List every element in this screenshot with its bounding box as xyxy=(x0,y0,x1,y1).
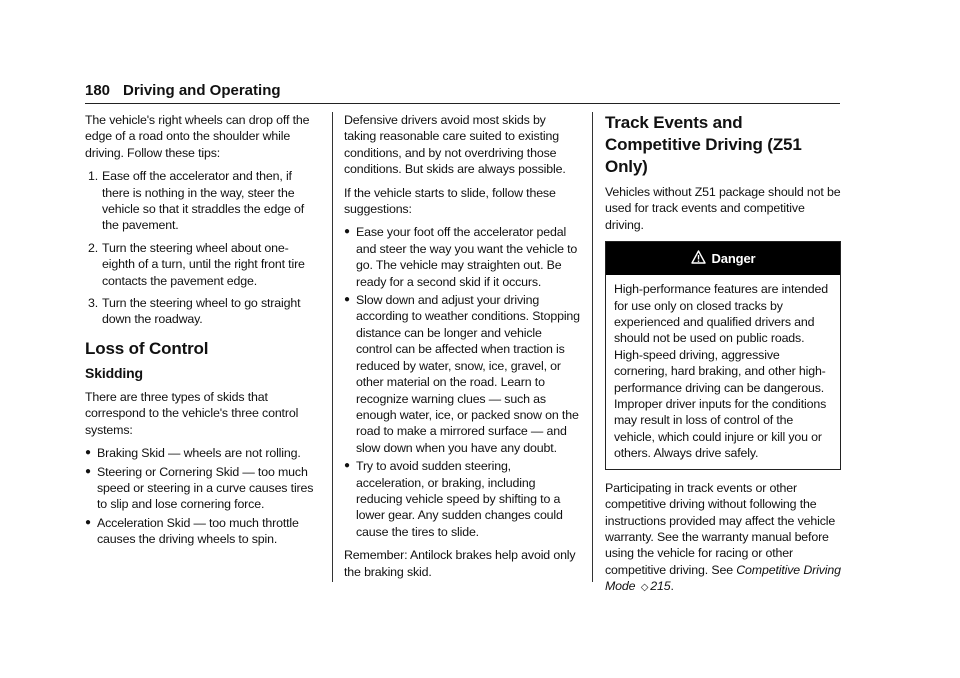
track-events-heading: Track Events and Competitive Driving (Z51 Only) xyxy=(605,113,802,176)
suggestions-list xyxy=(344,224,580,540)
column-divider-1 xyxy=(332,112,333,582)
column-1 xyxy=(85,112,321,555)
step-item: 2. Turn the steering wheel about one-eighth of a turn, until the right front tire contacts the pavement edge. xyxy=(88,240,305,288)
bullet-icon: ● xyxy=(85,447,91,459)
column-2 xyxy=(344,112,580,587)
section-title: Driving and Operating xyxy=(123,82,281,99)
remember-paragraph: Remember: Antilock brakes help avoid only the braking skid. xyxy=(344,548,576,579)
page-number: 180 xyxy=(85,82,111,99)
slide-intro: If the vehicle starts to slide, follow these suggestions: xyxy=(344,185,556,217)
bullet-icon: ● xyxy=(344,294,350,306)
warning-icon xyxy=(691,243,706,276)
column-3 xyxy=(605,112,841,604)
list-item: ● Try to avoid sudden steering, acceleration, or braking, including reducing vehicle speed by shifting to a lower gear. Any sudden changes could cause the tires to slide. xyxy=(344,459,563,539)
skid-types-list xyxy=(85,445,321,547)
list-item: ● Steering or Cornering Skid — too much speed or steering in a curve causes tires to slip and lose cornering force. xyxy=(85,464,314,512)
list-item: ● Acceleration Skid — too much throttle causes the driving wheels to spin. xyxy=(85,515,299,547)
reference-page: 215 xyxy=(650,579,671,594)
column-divider-2 xyxy=(592,112,593,582)
bullet-icon: ● xyxy=(344,460,350,472)
track-intro: Vehicles without Z51 package should not be used for track events and competitive driving. xyxy=(605,185,841,232)
shoulder-intro: The vehicle's right wheels can drop off the edge of a road onto the shoulder while driving. Follow these tips: xyxy=(85,113,310,160)
bullet-icon: ● xyxy=(85,465,91,477)
list-item: ● Ease your foot off the accelerator pedal and steer the way you want the vehicle to go. The vehicle may straighten out. Be ready for a second skid if it occurs. xyxy=(344,225,578,289)
page-header xyxy=(85,82,840,104)
list-item: ● Braking Skid — wheels are not rolling. xyxy=(85,446,301,461)
defensive-paragraph: Defensive drivers avoid most skids by taking reasonable care suited to existing conditions, and by not overdriving those conditions. But skids are always possible. xyxy=(344,113,566,177)
bullet-icon: ● xyxy=(344,226,350,238)
step-item: 1. Ease off the accelerator and then, if there is nothing in the way, steer the vehicle so that it straddles the edge of the pavement. xyxy=(88,169,305,233)
participating-paragraph: Participating in track events or other competitive driving without following the instructions provided may affect the vehicle warranty. See the warranty manual before using the vehicle for racing or other competitive driving. See Competitive Driving Mode ◇ 215. xyxy=(605,480,841,594)
danger-header xyxy=(606,242,840,275)
skidding-heading: Skidding xyxy=(85,364,143,381)
danger-box xyxy=(605,241,841,469)
recovery-steps xyxy=(85,168,321,328)
loss-of-control-heading: Loss of Control xyxy=(85,338,209,358)
header-rule xyxy=(85,103,840,104)
skids-intro: There are three types of skids that correspond to the vehicle's three control systems: xyxy=(85,389,299,437)
reference-arrow-icon: ◇ xyxy=(640,582,649,594)
danger-label: Danger xyxy=(711,251,756,267)
danger-text: High-performance features are intended for use only on closed tracks by experienced and qualified drivers and should not be used on public roads. High-speed driving, aggressive cornering, hard braking, and other high-performance driving can be dangerous. Improper driver inputs for the conditions may result in loss of control of the vehicle, which could injure or kill you or others. Always drive safely. xyxy=(614,282,829,461)
bullet-icon: ● xyxy=(85,516,91,528)
step-item: 3. Turn the steering wheel to go straight down the roadway. xyxy=(88,296,301,327)
list-item: ● Slow down and adjust your driving according to weather conditions. Stopping distance can be longer and vehicle control can be affected when traction is reduced by water, snow, ice, gravel, or other material on the road. Learn to recognize warning clues — such as enough water, ice, or packed snow on the road to make a mirrored surface — and slow down when you have any doubt. xyxy=(344,293,580,455)
cross-reference-link[interactable]: Competitive Driving Mode ◇ 215 xyxy=(605,562,841,594)
